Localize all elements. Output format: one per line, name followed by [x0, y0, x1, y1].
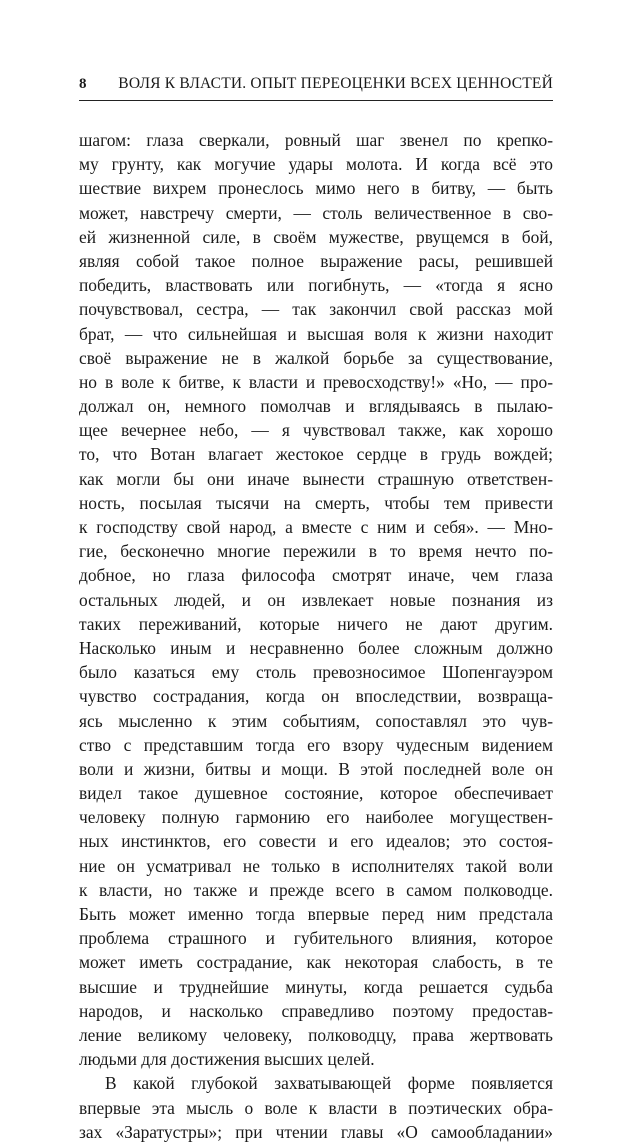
text-line: высшие и труднейшие минуты, когда решается судьба [79, 976, 553, 997]
text-line: к власти, но также и прежде всего в самом полководце. [79, 879, 553, 900]
text-line: впервые эта мысль о воле к власти в поэтических обра- [79, 1097, 553, 1118]
text-line: гие, бесконечно многие пережили в то время нечто по- [79, 541, 553, 562]
text-line: может иметь сострадание, как некоторая слабость, в те [79, 952, 553, 973]
text-line: му грунту, как могучие удары молота. И когда всё это [79, 154, 553, 175]
text-line: проблема страшного и губительного влияния, которое [79, 928, 553, 949]
text-line-paragraph-start: В какой глубокой захватывающей форме появляется [105, 1073, 553, 1094]
text-line: ство с представшим тогда его взору чудесным видением [79, 734, 553, 755]
text-line: воли и жизни, битвы и мощи. В этой последней воле он [79, 758, 553, 779]
text-line: Быть может именно тогда впервые перед ним предстала [79, 904, 553, 924]
text-line: брат, — что сильнейшая и высшая воля к жизни находит [79, 323, 553, 344]
text-line: шествие вихрем пронеслось мимо него в битву, — быть [79, 178, 553, 199]
text-line: своё выражение не в жалкой борьбе за существование, [79, 347, 553, 368]
text-line: народов, и насколько справедливо поэтому предостав- [79, 1000, 553, 1021]
text-line: добное, но глаза философа смотрят иначе, чем глаза [79, 565, 553, 586]
text-line: ей жизненной силе, в своём мужестве, рвущемся в бой, [79, 226, 553, 247]
text-line: то, что Вотан влагает жестокое сердце в грудь вождей; [79, 444, 553, 465]
text-line: остальных людей, и он извлекает новые познания из [79, 589, 553, 610]
text-line: человеку полную гармонию его наиболее могуществен- [79, 807, 553, 828]
text-line: Насколько иным и несравненно более сложным должно [79, 637, 553, 658]
text-line: щее вечернее небо, — я чувствовал также, как хорошо [79, 420, 553, 441]
text-line: может, навстречу смерти, — столь величественное в сво- [79, 202, 553, 223]
text-line: являя собой такое полное выражение расы, решившей [79, 250, 553, 271]
running-title: ВОЛЯ К ВЛАСТИ. ОПЫТ ПЕРЕОЦЕНКИ ВСЕХ ЦЕННОСТЕЙ [118, 75, 553, 92]
text-line: почувствовал, сестра, — так закончил свой рассказ мой [79, 299, 553, 320]
text-line: чувство сострадания, когда он впоследствии, возвраща- [79, 686, 553, 707]
text-line: шагом: глаза сверкали, ровный шаг звенел по крепко- [79, 130, 553, 150]
text-line: ясь мысленно к этим событиям, сопоставлял это чув- [79, 710, 553, 731]
text-line: ность, посылая тысячи на смерть, чтобы тем привести [79, 492, 553, 513]
text-line: но в воле к битве, к власти и превосходству!» «Но, — про- [79, 371, 553, 392]
text-line: зах «Заратустры»; при чтении главы «О самообладании» [79, 1121, 553, 1142]
text-line: было казаться ему столь превозносимое Шопенгауэром [79, 662, 553, 683]
page-number: 8 [79, 76, 87, 92]
header-rule [79, 100, 553, 101]
text-line: к господству свой народ, а вместе с ним и себя». — Мно- [79, 517, 553, 537]
running-header [79, 69, 553, 93]
text-line: ление великому человеку, полководцу, права жертвовать [79, 1024, 553, 1045]
body-text [79, 128, 553, 1144]
text-line: победить, властвовать или погибнуть, — «тогда я ясно [79, 275, 553, 296]
text-line: ние он усматривал не только в исполнителях такой воли [79, 855, 553, 876]
text-line-paragraph-end: людьми для достижения высших целей. [79, 1049, 375, 1070]
text-line: видел такое душевное состояние, которое обеспечивает [79, 783, 553, 804]
text-line: как могли бы они иначе вынести страшную ответствен- [79, 468, 553, 489]
text-line: таких переживаний, которые ничего не дают другим. [79, 613, 553, 634]
text-line: должал он, немного помолчав и вглядываясь в пылаю- [79, 396, 553, 417]
text-line: ных инстинктов, его совести и его идеалов; это состоя- [79, 831, 553, 852]
